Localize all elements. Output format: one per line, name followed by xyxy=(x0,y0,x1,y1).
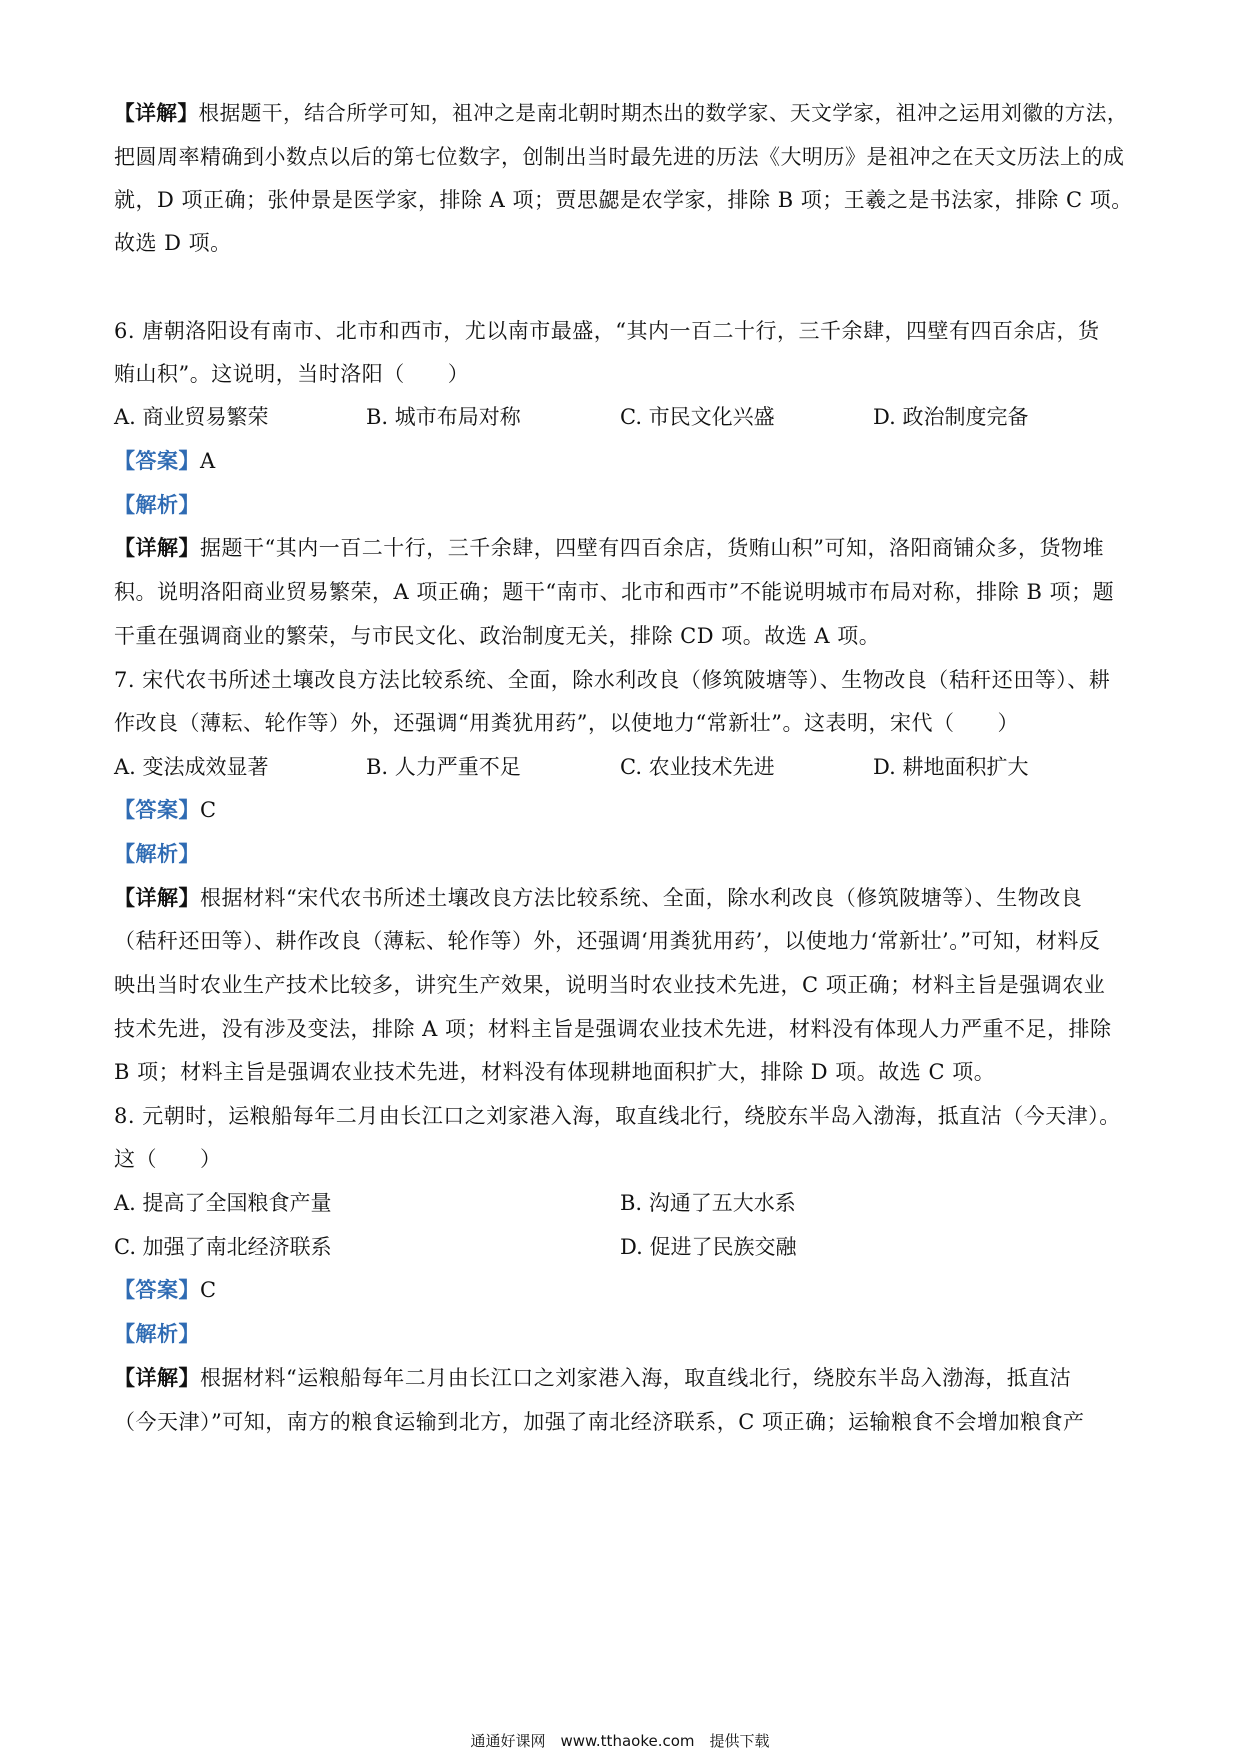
q8-detail-line-2: （今天津）”可知，南方的粮食运输到北方，加强了南北经济联系，C 项正确；运输粮食不会增加粮食产 xyxy=(114,1410,1085,1434)
q6-option-a: A. 商业贸易繁荣 xyxy=(114,405,269,429)
q5-detail-line-1: 【详解】根据题干，结合所学可知，祖冲之是南北朝时期杰出的数学家、天文学家，祖冲之运用刘徽的方法， xyxy=(114,101,1129,125)
q7-option-b: B. 人力严重不足 xyxy=(366,755,521,779)
page-footer-watermark: 通通好课网 www.tthaoke.com 提供下载 xyxy=(470,1732,770,1750)
q6-analysis-label: 【解析】 xyxy=(114,492,200,517)
q5-detail-line-3: 就，D 项正确；张仲景是医学家，排除 A 项；贾思勰是农学家，排除 B 项；王羲之是书法家，排除 C 项。 xyxy=(114,188,1133,212)
q8-stem-line-1: 8. 元朝时，运粮船每年二月由长江口之刘家港入海，取直线北行，绕胶东半岛入渤海，抵直沽（今天津）。 xyxy=(114,1104,1121,1128)
q7-option-c: C. 农业技术先进 xyxy=(620,755,775,779)
q6-option-d: D. 政治制度完备 xyxy=(873,405,1029,429)
q6-option-c: C. 市民文化兴盛 xyxy=(620,405,775,429)
q6-stem-line-1: 6. 唐朝洛阳设有南市、北市和西市，尤以南市最盛，“其内一百二十行，三千余肆，四壁有四百余店，货 xyxy=(114,319,1100,343)
q6-answer: 【答案】A xyxy=(114,448,216,473)
q7-stem-line-1: 7. 宋代农书所述土壤改良方法比较系统、全面，除水利改良（修筑陂塘等）、生物改良（秸秆还田等）、耕 xyxy=(114,668,1111,692)
q7-detail-line-1: 【详解】根据材料“宋代农书所述土壤改良方法比较系统、全面，除水利改良（修筑陂塘等）、生物改良 xyxy=(114,885,1083,910)
q7-stem-line-2: 作改良（薄耘、轮作等）外，还强调“用粪犹用药”，以使地力“常新壮”。这表明，宋代（ ） xyxy=(114,711,1019,735)
q7-detail-line-5: B 项；材料主旨是强调农业技术先进，材料没有体现耕地面积扩大，排除 D 项。故选 C 项。 xyxy=(114,1060,996,1084)
q7-detail-line-4: 技术先进，没有涉及变法，排除 A 项；材料主旨是强调农业技术先进，材料没有体现人力严重不足，排除 xyxy=(114,1017,1112,1041)
q7-detail-line-2: （秸秆还田等）、耕作改良（薄耘、轮作等）外，还强调‘用粪犹用药’，以使地力‘常新壮’。”可知，材料反 xyxy=(114,929,1101,953)
q5-detail-line-2: 把圆周率精确到小数点以后的第七位数字，创制出当时最先进的历法《大明历》是祖冲之在天文历法上的成 xyxy=(114,145,1125,169)
q6-option-b: B. 城市布局对称 xyxy=(366,405,521,429)
q6-detail-line-3: 干重在强调商业的繁荣，与市民文化、政治制度无关，排除 CD 项。故选 A 项。 xyxy=(114,624,881,648)
q8-option-b: B. 沟通了五大水系 xyxy=(620,1191,796,1215)
q6-stem-line-2: 贿山积”。这说明，当时洛阳（ ） xyxy=(114,362,470,386)
q8-option-d: D. 促进了民族交融 xyxy=(620,1235,797,1259)
q8-detail-line-1: 【详解】根据材料“运粮船每年二月由长江口之刘家港入海，取直线北行，绕胶东半岛入渤海，抵直沽 xyxy=(114,1365,1072,1390)
q6-detail-line-2: 积。说明洛阳商业贸易繁荣，A 项正确；题干“南市、北市和西市”不能说明城市布局对称，排除 B 项；题 xyxy=(114,580,1115,604)
q8-answer: 【答案】C xyxy=(114,1277,217,1302)
q7-option-a: A. 变法成效显著 xyxy=(114,755,269,779)
q8-analysis-label: 【解析】 xyxy=(114,1321,200,1346)
q7-answer: 【答案】C xyxy=(114,797,217,822)
q8-option-c: C. 加强了南北经济联系 xyxy=(114,1235,332,1259)
q7-option-d: D. 耕地面积扩大 xyxy=(873,755,1029,779)
q6-detail-line-1: 【详解】据题干“其内一百二十行，三千余肆，四壁有四百余店，货贿山积”可知，洛阳商铺众多，货物堆 xyxy=(114,535,1104,560)
q7-analysis-label: 【解析】 xyxy=(114,841,200,866)
q5-detail-line-4: 故选 D 项。 xyxy=(114,231,232,255)
q8-stem-line-2: 这（ ） xyxy=(114,1147,222,1171)
q8-option-a: A. 提高了全国粮食产量 xyxy=(114,1191,332,1215)
q7-detail-line-3: 映出当时农业生产技术比较多，讲究生产效果，说明当时农业技术先进，C 项正确；材料主旨是强调农业 xyxy=(114,973,1106,997)
